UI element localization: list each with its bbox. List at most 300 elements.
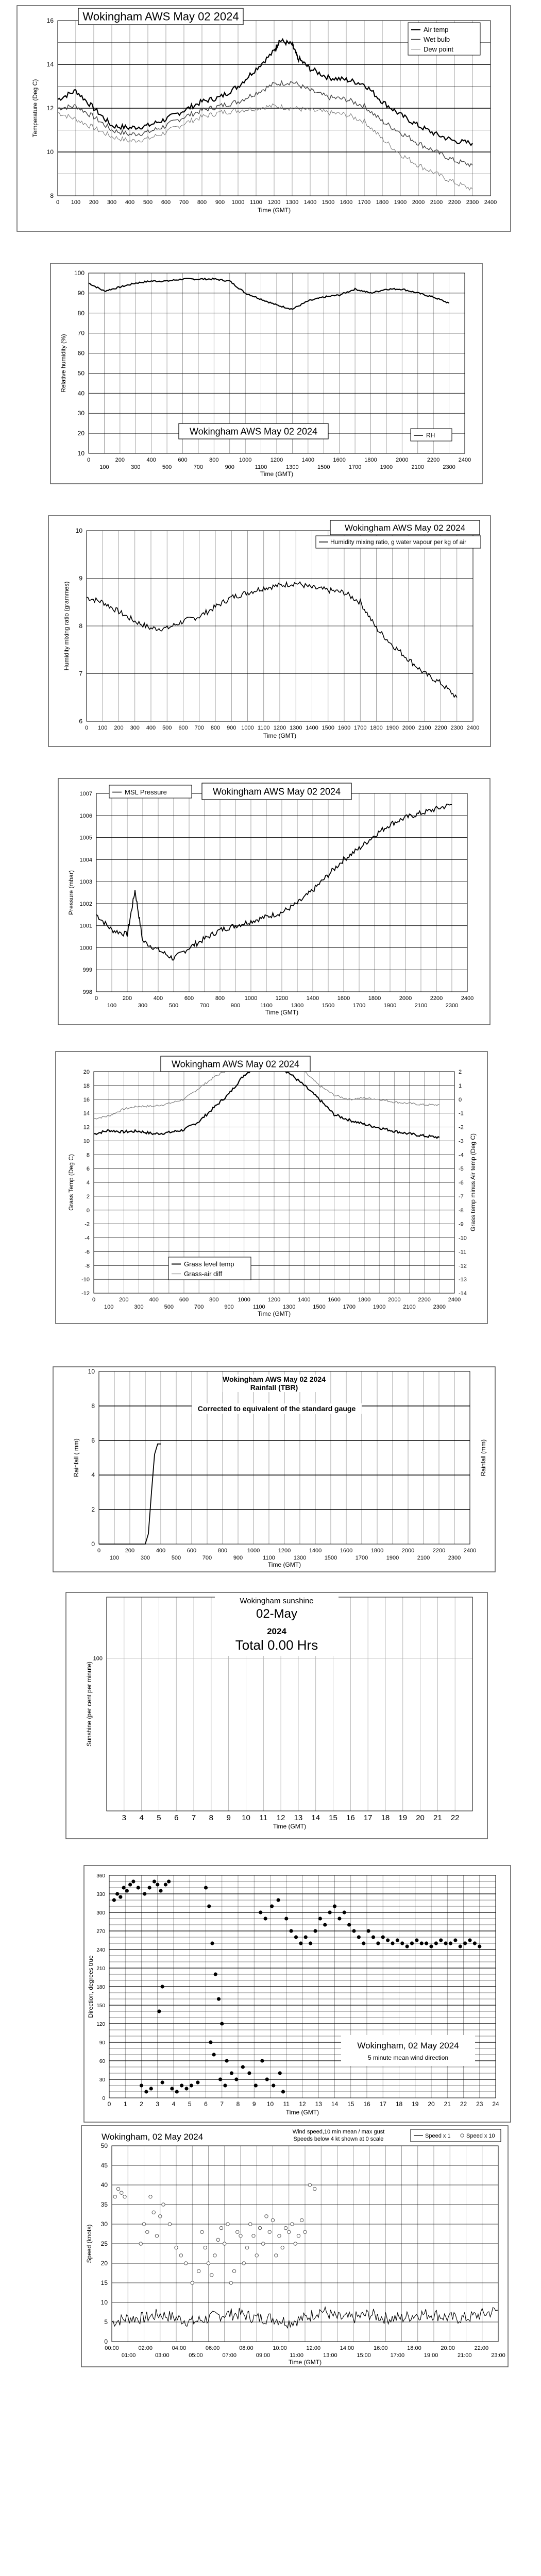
y-tick-label: -2 (84, 1221, 90, 1228)
y-tick-label: 150 (96, 2003, 105, 2009)
data-point (164, 1883, 167, 1886)
data-point (294, 2242, 297, 2245)
x-tick-label: 1700 (352, 1003, 366, 1009)
sunshine-chart-panel (65, 1592, 488, 1839)
x-tick-label: 2000 (399, 995, 412, 1002)
chart-subtitle: Wind speed,10 min mean / max gust (292, 2129, 385, 2135)
x-tick-label: 600 (179, 1297, 189, 1303)
x-tick-label: 2300 (448, 1555, 461, 1561)
y-tick-label: -3 (459, 1138, 464, 1145)
y-tick-label: 6 (86, 1166, 90, 1173)
data-point (217, 1997, 221, 2001)
data-point (156, 1883, 159, 1886)
x-tick-label: 16:00 (373, 2345, 388, 2351)
x-tick-label: 18 (395, 2100, 403, 2108)
x-tick-label: 2000 (396, 457, 409, 463)
data-point (478, 1944, 481, 1948)
chart-year-label: 2024 (267, 1626, 286, 1636)
x-tick-label: 1700 (358, 199, 371, 206)
x-tick-label: 1300 (291, 1003, 304, 1009)
x-tick-label: 20 (428, 2100, 435, 2108)
y-tick-label: -6 (459, 1180, 464, 1186)
rainfall-chart (53, 1366, 496, 1572)
y-tick-label: 1003 (79, 879, 92, 886)
y-tick-label: 8 (79, 622, 82, 630)
y-tick-label: 20 (83, 1069, 90, 1075)
data-point (278, 2071, 282, 2075)
data-point (159, 2215, 162, 2218)
data-point (277, 1898, 280, 1902)
data-point (371, 1935, 375, 1939)
y-tick-label: 0 (104, 2338, 108, 2345)
x-tick-label: 00:00 (105, 2345, 119, 2351)
y-tick-label: 35 (100, 2201, 108, 2208)
data-point (155, 2234, 158, 2238)
y-axis-label: Speed (knots) (86, 2224, 93, 2263)
data-point (180, 2083, 183, 2087)
y-tick-label: 14 (46, 61, 54, 68)
x-tick-label: 1300 (282, 1304, 296, 1310)
y-tick-label: 240 (96, 1947, 105, 1953)
data-point (410, 1941, 414, 1945)
x-tick-label: 1000 (231, 199, 245, 206)
data-point (309, 1941, 312, 1945)
x-tick-label: 07:00 (222, 2352, 237, 2359)
x-axis-label: Time (GMT) (263, 732, 297, 739)
x-tick-label: 7 (220, 2100, 224, 2108)
x-tick-label: 2000 (388, 1297, 401, 1303)
y-tick-label: 80 (77, 309, 84, 317)
data-point (184, 2262, 188, 2265)
legend-entry: RH (426, 432, 435, 439)
x-tick-label: 08:00 (239, 2345, 253, 2351)
x-tick-label: 15 (347, 2100, 354, 2108)
pressure-chart (58, 778, 491, 1025)
x-tick-label: 4 (139, 1814, 144, 1822)
x-tick-label: 1200 (267, 199, 281, 206)
x-tick-label: 400 (125, 199, 135, 206)
x-tick-label: 11 (259, 1814, 268, 1822)
data-point (119, 1895, 122, 1899)
y-tick-label: -7 (459, 1193, 464, 1200)
data-point (328, 1910, 332, 1914)
data-point (170, 2087, 174, 2090)
x-tick-label: 1800 (370, 1548, 384, 1554)
data-point (290, 1929, 293, 1933)
grass-temp-chart-panel (55, 1051, 488, 1324)
x-tick-label: 600 (187, 1548, 197, 1554)
x-tick-label: 700 (199, 1003, 210, 1009)
y-tick-label: 0 (102, 2096, 105, 2102)
x-tick-label: 900 (230, 1003, 241, 1009)
y-tick-label: 0 (86, 1207, 90, 1214)
x-tick-label: 1100 (250, 199, 262, 206)
x-tick-label: 800 (215, 995, 225, 1002)
y-tick-label: 10 (88, 1368, 95, 1375)
x-axis-label: Time (GMT) (257, 207, 291, 214)
data-point (400, 1941, 404, 1945)
x-tick-label: 20 (416, 1814, 425, 1822)
temperature-chart (16, 5, 511, 232)
x-tick-label: 2100 (430, 199, 443, 206)
data-point (386, 1938, 390, 1942)
y-tick-label: 30 (99, 2077, 105, 2083)
y-tick-label: -1 (459, 1110, 464, 1117)
data-point (268, 2230, 271, 2233)
relative-humidity-chart (50, 263, 483, 484)
data-point (167, 1879, 171, 1883)
x-tick-label: 1400 (309, 1548, 322, 1554)
data-point (210, 2274, 213, 2277)
x-tick-label: 0 (107, 2100, 111, 2108)
x-tick-label: 2100 (417, 1555, 430, 1561)
y-tick-label: -4 (84, 1235, 90, 1242)
data-point (137, 1886, 140, 1889)
x-tick-label: 2000 (401, 1548, 415, 1554)
y-tick-label: 18 (83, 1082, 90, 1089)
data-point (218, 2077, 222, 2081)
mixing-ratio-chart (48, 515, 491, 747)
chart-title: Wokingham AWS May 02 2024 (223, 1375, 326, 1383)
x-tick-label: 0 (92, 1297, 96, 1303)
chart-title: Wokingham AWS May 02 2024 (189, 426, 318, 437)
y-tick-label: 16 (46, 17, 54, 24)
x-tick-label: 1600 (328, 1297, 341, 1303)
x-tick-label: 13 (315, 2100, 322, 2108)
x-tick-label: 1000 (239, 457, 252, 463)
y-tick-label: 50 (100, 2142, 108, 2149)
data-point (281, 2090, 285, 2093)
y-tick-label: 2 (86, 1193, 90, 1200)
y-axis-label: Rainfall ( mm) (73, 1438, 80, 1477)
x-tick-label: 600 (178, 457, 188, 463)
x-tick-label: 2200 (427, 457, 440, 463)
x-tick-label: 1800 (376, 199, 389, 206)
x-tick-label: 1400 (298, 1297, 311, 1303)
x-tick-label: 16 (363, 2100, 370, 2108)
y-tick-label: 70 (77, 329, 84, 337)
y-tick-label: 8 (50, 192, 54, 199)
data-point (162, 2203, 165, 2206)
data-point (115, 1892, 119, 1895)
data-point (196, 2080, 199, 2084)
x-tick-label: 19 (398, 1814, 408, 1822)
data-point (264, 1917, 267, 1920)
y-tick-label: 20 (100, 2260, 108, 2267)
y-tick-label: 14 (83, 1110, 90, 1117)
x-tick-label: 10 (266, 2100, 274, 2108)
panel-frame (81, 2126, 508, 2367)
x-tick-label: 2000 (402, 725, 415, 731)
x-tick-label: 1000 (244, 995, 258, 1002)
data-point (207, 2262, 210, 2265)
y-tick-label: 100 (93, 1655, 103, 1662)
y-tick-label: 4 (91, 1471, 95, 1479)
legend-entry: MSL Pressure (125, 788, 167, 796)
y-tick-label: -11 (459, 1249, 467, 1256)
x-tick-label: 2200 (448, 199, 461, 206)
data-point (214, 1972, 217, 1976)
x-tick-label: 1000 (241, 725, 254, 731)
data-point (149, 2087, 153, 2090)
x-tick-label: 14 (331, 2100, 339, 2108)
x-tick-label: 300 (140, 1555, 150, 1561)
pressure-chart-panel (58, 778, 491, 1025)
x-tick-label: 300 (130, 725, 140, 731)
x-tick-label: 1500 (324, 1555, 337, 1561)
x-tick-label: 1200 (273, 725, 286, 731)
y-tick-label: 300 (96, 1910, 105, 1916)
x-tick-label: 700 (194, 725, 204, 731)
data-point (226, 2223, 229, 2226)
x-tick-label: 1300 (285, 199, 299, 206)
x-tick-label: 22 (460, 2100, 467, 2108)
x-tick-label: 500 (162, 725, 172, 731)
data-point (449, 1941, 452, 1945)
data-point (144, 2090, 148, 2093)
data-point (420, 1941, 424, 1945)
data-point (210, 1941, 214, 1945)
x-tick-label: 500 (168, 1003, 179, 1009)
x-tick-label: 300 (138, 1003, 148, 1009)
x-tick-label: 6 (204, 2100, 208, 2108)
x-tick-label: 1900 (380, 464, 393, 470)
x-tick-label: 1600 (340, 1548, 353, 1554)
data-point (439, 1938, 443, 1942)
x-tick-label: 1700 (355, 1555, 368, 1561)
x-tick-label: 300 (134, 1304, 144, 1310)
chart-date-label: 02-May (256, 1607, 298, 1621)
data-point (343, 1910, 346, 1914)
legend-entry: Speed x 1 (425, 2133, 451, 2139)
x-tick-label: 11:00 (290, 2352, 304, 2359)
data-point (260, 2059, 264, 2062)
y-tick-label: 180 (96, 1985, 105, 1990)
data-point (140, 2083, 143, 2087)
data-point (232, 2269, 235, 2273)
x-tick-label: 21:00 (458, 2352, 472, 2359)
data-point (463, 1941, 467, 1945)
x-tick-label: 200 (119, 1297, 129, 1303)
x-tick-label: 300 (107, 199, 117, 206)
x-tick-label: 13:00 (323, 2352, 337, 2359)
y-tick-label: -12 (81, 1291, 90, 1297)
x-tick-label: 2200 (434, 725, 447, 731)
data-point (120, 2191, 123, 2194)
x-tick-label: 100 (104, 1304, 114, 1310)
x-tick-label: 1900 (373, 1304, 386, 1310)
x-tick-label: 01:00 (121, 2352, 136, 2359)
x-tick-label: 1900 (394, 199, 407, 206)
data-point (405, 1944, 409, 1948)
y-tick-label: 60 (99, 2059, 105, 2064)
x-tick-label: 2300 (445, 1003, 459, 1009)
x-tick-label: 1100 (257, 725, 270, 731)
y-tick-label: 1002 (79, 901, 92, 907)
data-point (148, 1886, 151, 1889)
x-tick-label: 900 (215, 199, 225, 206)
x-tick-label: 0 (94, 995, 98, 1002)
y-tick-label: 9 (79, 574, 82, 582)
data-point (391, 1941, 394, 1945)
x-tick-label: 400 (156, 1548, 166, 1554)
data-point (262, 2242, 265, 2245)
x-axis-label: Time (GMT) (285, 2109, 319, 2116)
y-tick-label: -13 (459, 1277, 467, 1283)
y-tick-label: 5 (104, 2318, 108, 2326)
x-tick-label: 1400 (303, 199, 317, 206)
data-point (179, 2254, 182, 2257)
temperature-chart-panel (16, 5, 511, 232)
data-point (381, 1935, 385, 1939)
data-point (112, 1898, 116, 1902)
data-point (146, 2230, 149, 2233)
data-point (313, 2187, 316, 2190)
data-point (247, 2071, 251, 2075)
y-tick-label: 1001 (79, 923, 92, 929)
y-tick-label: 90 (77, 289, 84, 297)
x-tick-label: 9 (252, 2100, 256, 2108)
y-tick-label: 8 (86, 1152, 90, 1159)
x-tick-label: 2000 (412, 199, 425, 206)
data-point (125, 1889, 129, 1892)
data-point (204, 1886, 208, 1889)
panel-frame (53, 1367, 495, 1572)
x-tick-label: 3 (156, 2100, 160, 2108)
data-point (216, 2238, 219, 2241)
x-tick-label: 900 (233, 1555, 243, 1561)
x-tick-label: 02:00 (138, 2345, 153, 2351)
y-tick-label: 40 (100, 2181, 108, 2189)
chart-note: Speeds below 4 kt shown at 0 scale (293, 2136, 384, 2142)
y-tick-label: 999 (82, 967, 92, 974)
y-tick-label: 4 (86, 1180, 90, 1186)
x-tick-label: 0 (56, 199, 60, 206)
x-tick-label: 100 (98, 725, 108, 731)
chart-title: Wokingham AWS May 02 2024 (344, 522, 466, 533)
x-tick-label: 9 (226, 1814, 231, 1822)
y-tick-label: 10 (75, 527, 82, 534)
data-point (415, 1938, 418, 1942)
x-tick-label: 10:00 (273, 2345, 287, 2351)
x-tick-label: 5 (188, 2100, 192, 2108)
x-tick-label: 2100 (411, 464, 424, 470)
data-point (473, 1941, 477, 1945)
x-tick-label: 800 (217, 1548, 228, 1554)
x-tick-label: 12 (276, 1814, 285, 1822)
y-tick-label: 50 (77, 369, 84, 377)
x-tick-label: 400 (146, 457, 156, 463)
data-point (234, 2077, 238, 2081)
y-tick-label: 10 (83, 1138, 90, 1145)
x-tick-label: 100 (99, 464, 109, 470)
x-tick-label: 1000 (238, 1297, 250, 1303)
chart-title: Wokingham AWS May 02 2024 (171, 1059, 300, 1070)
data-point (297, 2234, 300, 2238)
x-tick-label: 1700 (348, 464, 362, 470)
y2-axis-label: Rainfall (mm) (480, 1439, 487, 1477)
y-tick-label: 1007 (79, 791, 92, 797)
y-tick-label: 45 (100, 2162, 108, 2169)
x-tick-label: 1200 (275, 995, 289, 1002)
data-point (116, 2187, 120, 2190)
data-point (219, 2226, 223, 2229)
data-point (323, 1923, 327, 1926)
x-tick-label: 400 (149, 1297, 159, 1303)
x-tick-label: 800 (209, 1297, 219, 1303)
x-tick-label: 100 (107, 1003, 117, 1009)
x-tick-label: 18 (381, 1814, 390, 1822)
data-point (291, 2223, 294, 2226)
wind-direction-chart (83, 1865, 511, 2123)
x-tick-label: 900 (225, 464, 234, 470)
y-tick-label: 1004 (79, 857, 92, 863)
y-tick-label: 360 (96, 1873, 105, 1879)
x-tick-label: 1600 (337, 725, 351, 731)
x-tick-label: 1400 (306, 995, 319, 1002)
x-tick-label: 1300 (286, 464, 299, 470)
data-point (128, 1883, 132, 1886)
data-point (284, 1917, 288, 1920)
data-point (254, 2083, 258, 2087)
data-point (303, 2230, 307, 2233)
x-tick-label: 06:00 (205, 2345, 220, 2351)
y-tick-label: 998 (82, 989, 92, 995)
x-tick-label: 2200 (418, 1297, 431, 1303)
data-point (318, 1917, 322, 1920)
data-point (271, 2218, 274, 2222)
x-tick-label: 17 (363, 1814, 373, 1822)
y-tick-label: 1 (459, 1082, 462, 1089)
y-tick-label: -5 (459, 1166, 464, 1173)
x-tick-label: 200 (125, 1548, 135, 1554)
data-point (300, 2218, 303, 2222)
x-tick-label: 21 (444, 2100, 451, 2108)
data-point (288, 2230, 291, 2233)
data-point (204, 2246, 207, 2249)
data-point (265, 2215, 268, 2218)
data-point (200, 2230, 204, 2233)
chart-title: Wokingham, 02 May 2024 (102, 2132, 204, 2142)
x-tick-label: 500 (143, 199, 153, 206)
x-tick-label: 2400 (461, 995, 474, 1002)
x-tick-label: 11 (283, 2100, 290, 2108)
x-tick-label: 200 (89, 199, 99, 206)
data-point (159, 1889, 162, 1892)
y-tick-label: 40 (77, 389, 84, 397)
x-tick-label: 1300 (293, 1555, 307, 1561)
data-point (191, 2281, 194, 2284)
data-point (131, 1879, 135, 1883)
x-tick-label: 500 (171, 1555, 181, 1561)
chart-total-label: Total 0.00 Hrs (235, 1637, 318, 1653)
x-tick-label: 1800 (364, 457, 377, 463)
x-tick-label: 2200 (430, 995, 443, 1002)
y-tick-label: 10 (46, 148, 54, 156)
y-tick-label: 2 (91, 1506, 95, 1513)
data-point (113, 2195, 116, 2198)
x-tick-label: 10 (242, 1814, 250, 1822)
x-tick-label: 22:00 (474, 2345, 489, 2351)
data-point (139, 2242, 142, 2245)
data-point (429, 1944, 433, 1948)
y-tick-label: 20 (77, 430, 84, 437)
x-tick-label: 15 (329, 1814, 337, 1822)
x-tick-label: 400 (146, 725, 156, 731)
panel-frame (56, 1052, 487, 1324)
x-tick-label: 2 (140, 2100, 143, 2108)
data-point (459, 1944, 462, 1948)
